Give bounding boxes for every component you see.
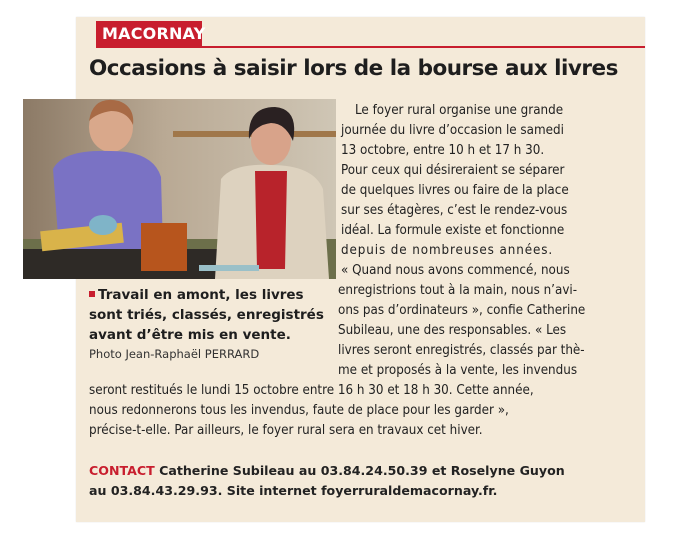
caption-line: sont triés, classés, enregistrés xyxy=(89,307,324,323)
article-full-width xyxy=(89,381,637,441)
contact-block xyxy=(89,461,639,501)
photo-credit: Photo Jean-Raphaël PERRARD xyxy=(89,347,260,361)
article-line: depuis de nombreuses années. xyxy=(341,243,554,258)
article-line: Pour ceux qui désireraient se séparer xyxy=(341,163,565,178)
article-line: enregistrions tout à la main, nous n’avi- xyxy=(338,283,578,298)
article-line: précise-t-elle. Par ailleurs, le foyer rural sera en travaux cet hiver. xyxy=(89,423,483,438)
contact-line: au 03.84.43.29.93. Site internet foyerruraldemacornay.fr. xyxy=(89,483,498,498)
article-line: Subileau, une des responsables. « Les xyxy=(338,323,567,338)
section-rubric: MACORNAY xyxy=(96,21,202,46)
rubric-rule xyxy=(96,46,645,48)
contact-line: Catherine Subileau au 03.84.24.50.39 et Roselyne Guyon xyxy=(159,463,565,478)
article-line: ons pas d’ordinateurs », confie Catherine xyxy=(338,303,586,318)
article-line: de quelques livres ou faire de la place xyxy=(341,183,569,198)
bullet-square-icon xyxy=(89,291,95,297)
article-headline: Occasions à saisir lors de la bourse aux livres xyxy=(89,56,618,81)
article-line: sur ses étagères, c’est le rendez-vous xyxy=(341,203,568,218)
article-line: nous redonnerons tous les invendus, faute de place pour les garder », xyxy=(89,403,509,418)
article-column xyxy=(341,101,637,281)
article-line: seront restitués le lundi 15 octobre entre 16 h 30 et 18 h 30. Cette année, xyxy=(89,383,534,398)
caption-line: Travail en amont, les livres xyxy=(89,285,339,305)
article-line: livres seront enregistrés, classés par thè- xyxy=(338,343,585,358)
caption-line: avant d’être mis en vente. xyxy=(89,327,291,343)
article-line: Le foyer rural organise une grande xyxy=(355,103,564,118)
article-line: journée du livre d’occasion le samedi xyxy=(341,123,564,138)
article-column-lower xyxy=(338,281,638,381)
photo-caption xyxy=(89,285,339,345)
article-line: idéal. La formule existe et fonctionne xyxy=(341,223,565,238)
article-line: « Quand nous avons commencé, nous xyxy=(341,263,570,278)
contact-label: CONTACT xyxy=(89,463,155,478)
photo-illustration xyxy=(23,99,336,279)
article-line: 13 octobre, entre 10 h et 17 h 30. xyxy=(341,143,545,158)
article-line: me et proposés à la vente, les invendus xyxy=(338,363,578,378)
article-photo xyxy=(23,99,336,279)
